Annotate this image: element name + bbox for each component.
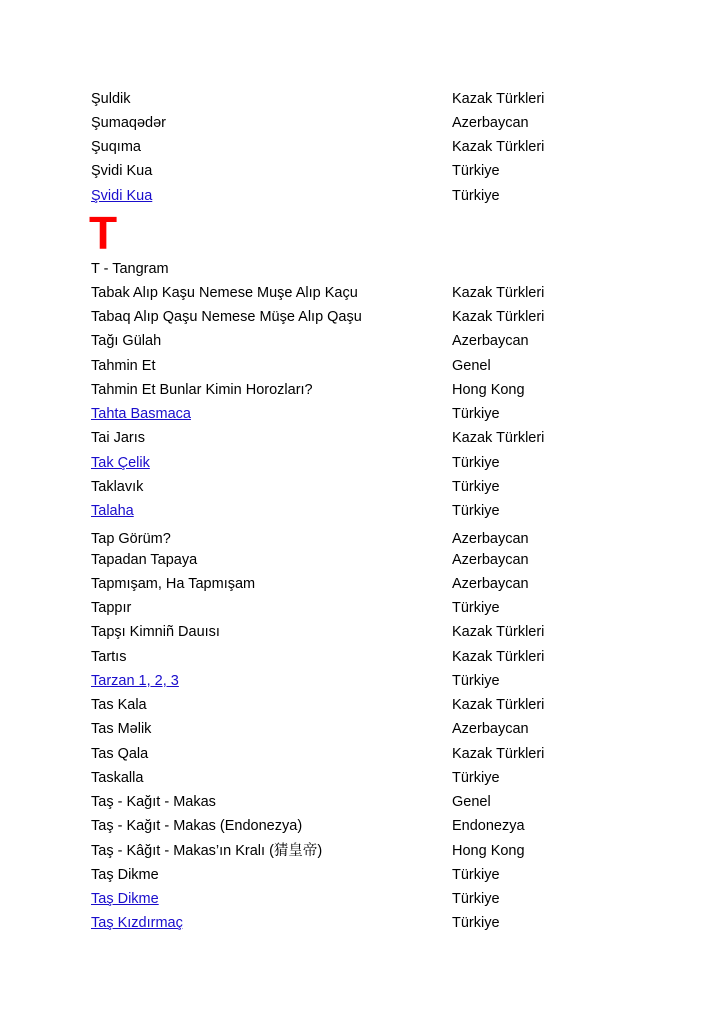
entry-row <box>91 863 691 887</box>
entry-name-link[interactable]: Taş Kızdırmaç <box>91 915 183 931</box>
entry-row <box>91 742 691 766</box>
entry-name: Tartıs <box>91 649 127 665</box>
entry-country: Türkiye <box>452 915 500 931</box>
entry-country: Türkiye <box>452 406 500 422</box>
entry-country: Azerbaycan <box>452 531 529 547</box>
entry-country: Türkiye <box>452 503 500 519</box>
entry-name: Şumaqədər <box>91 115 166 131</box>
entry-country: Türkiye <box>452 867 500 883</box>
entry-row <box>91 814 691 838</box>
entry-name-link[interactable]: Tahta Basmaca <box>91 406 191 422</box>
entry-name: Tappır <box>91 600 132 616</box>
entry-row <box>91 645 691 669</box>
entry-row <box>91 281 691 305</box>
entry-row <box>91 499 691 523</box>
entry-row <box>91 159 691 183</box>
entry-name-link[interactable]: Talaha <box>91 503 134 519</box>
entry-name: T - Tangram <box>91 261 169 277</box>
entry-country: Endonezya <box>452 818 525 834</box>
entry-name: Taş - Kâğıt - Makas’ın Kralı (猜皇帝) <box>91 843 323 859</box>
entry-name: Tahmin Et <box>91 358 156 374</box>
entry-country: Kazak Türkleri <box>452 430 545 446</box>
entry-country: Azerbaycan <box>452 721 529 737</box>
entry-name: Taş - Kağıt - Makas (Endonezya) <box>91 818 303 834</box>
entry-row <box>91 839 691 863</box>
entry-country: Kazak Türkleri <box>452 649 545 665</box>
entry-country: Kazak Türkleri <box>452 139 545 155</box>
entry-country: Azerbaycan <box>452 115 529 131</box>
entry-country: Türkiye <box>452 455 500 471</box>
entry-country: Kazak Türkleri <box>452 746 545 762</box>
entry-row <box>91 87 691 111</box>
entry-row <box>91 184 691 208</box>
entry-row <box>91 135 691 159</box>
entry-country: Genel <box>452 794 491 810</box>
entry-row <box>91 426 691 450</box>
entry-row <box>91 329 691 353</box>
entry-name: Tahmin Et Bunlar Kimin Horozları? <box>91 382 313 398</box>
entry-country: Türkiye <box>452 673 500 689</box>
entry-country: Azerbaycan <box>452 576 529 592</box>
entry-name: Taskalla <box>91 770 144 786</box>
entry-row <box>91 790 691 814</box>
entry-country: Türkiye <box>452 479 500 495</box>
entry-row <box>91 475 691 499</box>
entry-name: Taklavık <box>91 479 144 495</box>
entry-row <box>91 766 691 790</box>
entry-country: Genel <box>452 358 491 374</box>
entry-name: Tabak Alıp Kaşu Nemese Muşe Alıp Kaçu <box>91 285 358 301</box>
entry-country: Kazak Türkleri <box>452 285 545 301</box>
entry-name: Taş - Kağıt - Makas <box>91 794 216 810</box>
entry-row <box>91 572 691 596</box>
entry-name: Şvidi Kua <box>91 163 153 179</box>
entry-country: Azerbaycan <box>452 552 529 568</box>
entry-row <box>91 911 691 935</box>
entry-name: Tas Kala <box>91 697 147 713</box>
entry-row <box>91 111 691 135</box>
entry-name: Tabaq Alıp Qaşu Nemese Müşe Alıp Qaşu <box>91 309 362 325</box>
entry-name: Tas Qala <box>91 746 149 762</box>
entry-name: Tai Jarıs <box>91 430 145 446</box>
entry-row <box>91 887 691 911</box>
entry-name: Tas Məlik <box>91 721 152 737</box>
entry-country: Kazak Türkleri <box>452 624 545 640</box>
entry-row <box>91 378 691 402</box>
entry-row <box>91 257 691 281</box>
entry-row <box>91 717 691 741</box>
entry-name-link[interactable]: Tak Çelik <box>91 455 150 471</box>
entry-row <box>91 693 691 717</box>
entry-country: Kazak Türkleri <box>452 697 545 713</box>
entry-country: Türkiye <box>452 163 500 179</box>
entry-row <box>91 548 691 572</box>
entry-row <box>91 305 691 329</box>
entry-name: Tağı Gülah <box>91 333 162 349</box>
section-letter-heading: T <box>89 207 118 259</box>
entry-name: Şuqıma <box>91 139 141 155</box>
entry-row <box>91 596 691 620</box>
entry-name-link[interactable]: Taş Dikme <box>91 891 159 907</box>
entry-country: Türkiye <box>452 188 500 204</box>
entry-name: Tapadan Tapaya <box>91 552 198 568</box>
entry-name: Şuldik <box>91 91 131 107</box>
entry-country: Kazak Türkleri <box>452 309 545 325</box>
entry-name: Tap Görüm? <box>91 531 171 547</box>
entry-name-link[interactable]: Tarzan 1, 2, 3 <box>91 673 179 689</box>
entry-country: Kazak Türkleri <box>452 91 545 107</box>
entry-country: Azerbaycan <box>452 333 529 349</box>
entry-row <box>91 402 691 426</box>
entry-country: Hong Kong <box>452 843 525 859</box>
entry-country: Türkiye <box>452 770 500 786</box>
entry-row <box>91 451 691 475</box>
entry-name-link[interactable]: Şvidi Kua <box>91 188 153 204</box>
entry-name: Tapmışam, Ha Tapmışam <box>91 576 256 592</box>
entry-name: Tapşı Kimniñ Dauısı <box>91 624 220 640</box>
entry-name: Taş Dikme <box>91 867 159 883</box>
entry-row <box>91 354 691 378</box>
entry-country: Türkiye <box>452 600 500 616</box>
entry-row <box>91 669 691 693</box>
entry-row <box>91 620 691 644</box>
entry-country: Türkiye <box>452 891 500 907</box>
entry-country: Hong Kong <box>452 382 525 398</box>
